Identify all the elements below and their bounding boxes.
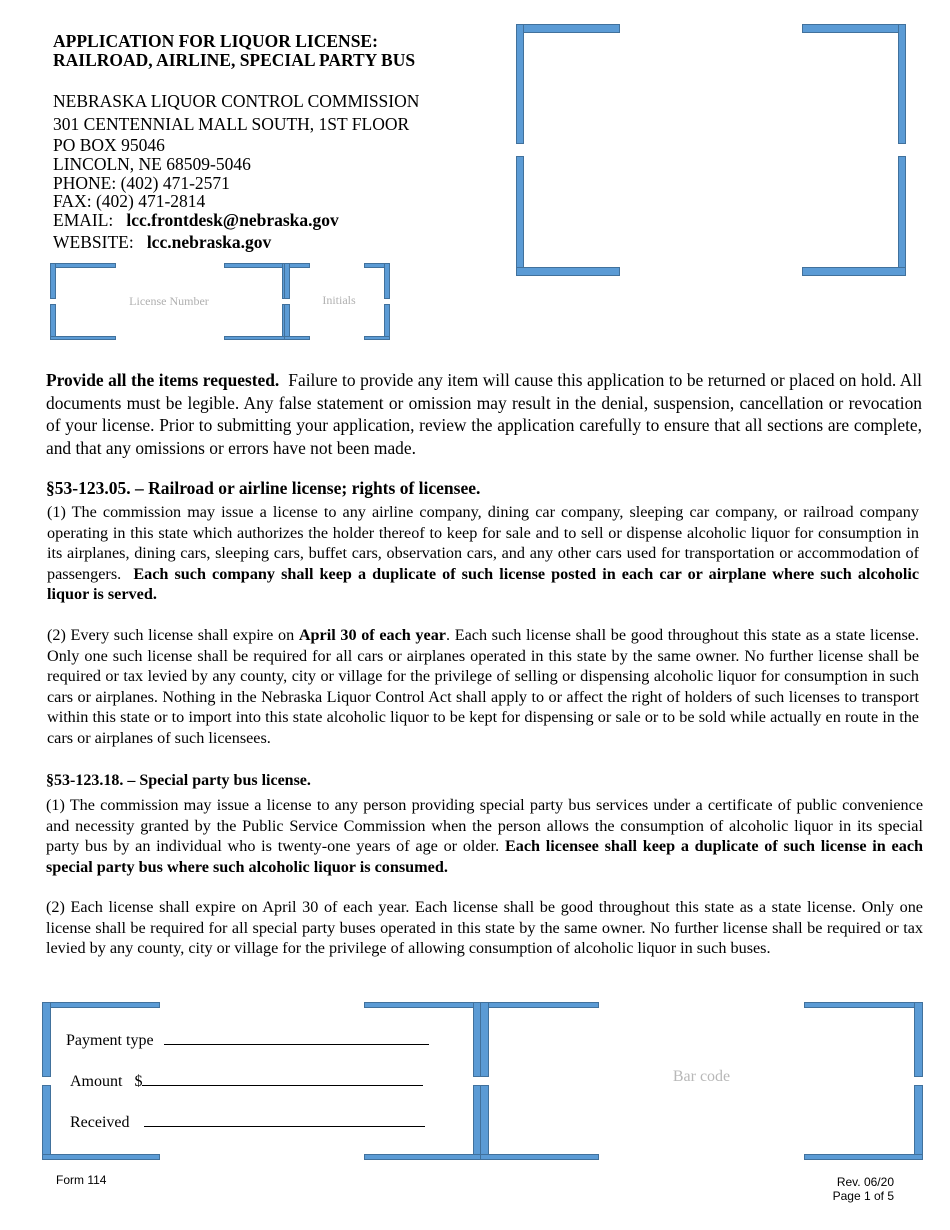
payment-type-row (66, 1031, 429, 1050)
agency-name: NEBRASKA LIQUOR CONTROL COMMISSION (53, 91, 420, 111)
railroad-p2-post: . Each such license shall be good throughout this state as a state license. Only one such license shall be required for all cars or airplanes operated in this state by the same owner. No further license shall be required or tax levied by any county, city or village for the privilege of selling or dispensing alcoholic liquor for consumption in such cars or airplanes. Nothing in the Nebraska Liquor Control Act shall apply to or affect the right of holders of such licenses to transport within this state or to import into this state alcoholic liquor to be kept for dispensing or sale or to be sold while actually en route in the cars or airplanes of such licensees. (47, 626, 919, 747)
currency-symbol: $ (134, 1073, 143, 1090)
license-number-box[interactable] (50, 263, 288, 340)
section-railroad-heading: §53-123.05. – Railroad or airline license; rights of licensee. (46, 478, 481, 498)
received-row (70, 1113, 425, 1132)
intro-bold: Provide all the items requested. (46, 370, 280, 390)
agency-phone: PHONE: (402) 471-2571 (53, 173, 230, 193)
railroad-p1-bold: Each such company shall keep a duplicate of such license posted in each car or airplane where such alcoholic liquor is served. (47, 564, 920, 603)
railroad-p2-bold: April 30 of each year (298, 626, 446, 644)
railroad-p1-text: (1) The commission may issue a license to any airline company, dining car company, sleeping car company, or railroad company operating in this state which authorizes the holder thereof to keep for sale and to sell or dispense alcoholic liquor for consumption in its airplanes, dining cars, sleeping cars, buffet cars, observation cars, and any other cars used for transportation or accommodation of passengers. (47, 503, 919, 583)
bar-code-box (480, 1002, 923, 1160)
agency-website (53, 232, 271, 252)
amount-field[interactable] (142, 1072, 423, 1086)
form-title-line1: APPLICATION FOR LIQUOR LICENSE: (53, 31, 378, 51)
received-label: Received (70, 1114, 130, 1131)
bar-code-label: Bar code (672, 1068, 731, 1085)
payment-type-field[interactable] (164, 1031, 429, 1045)
party-bus-p1-text: (1) The commission may issue a license to any person providing special party bus services under a certificate of public convenience and necessity granted by the Public Service Commission when the person allows the consumption of alcoholic liquor in its special party bus by an individual who is twenty-one years of age or older. (46, 796, 923, 855)
agency-po-box: PO BOX 95046 (53, 135, 165, 155)
stamp-area-box (516, 24, 906, 276)
railroad-p2-pre: (2) Every such license shall expire on (47, 626, 295, 644)
email-link[interactable]: lcc.frontdesk@nebraska.gov (126, 210, 339, 230)
intro-paragraph (46, 369, 922, 459)
amount-label: Amount (70, 1073, 123, 1090)
payment-type-label: Payment type (66, 1032, 154, 1049)
initials-box[interactable] (284, 263, 390, 340)
section-party-bus-p1 (46, 795, 923, 877)
form-number: Form 114 (56, 1173, 107, 1187)
section-railroad-p1 (47, 502, 919, 605)
section-railroad-p2 (47, 625, 919, 748)
section-party-bus-p2: (2) Each license shall expire on April 30 of each year. Each license shall be good throughout this state as a state license. Only one license shall be required for all special party buses operated in this state by the same owner. No further license shall be required or tax levied by any county, city or village for the privilege of allowing consumption of alcoholic liquor in such buses. (46, 898, 923, 957)
email-label: EMAIL: (53, 210, 114, 230)
intro-text: Failure to provide any item will cause this application to be returned or placed on hold. All documents must be legible. Any false statement or omission may result in the denial, suspension, cancellation or revocation of your license. Prior to submitting your application, review the application carefully to ensure that all sections are complete, and that any omissions or errors have not been made. (46, 370, 923, 458)
form-title-line2: RAILROAD, AIRLINE, SPECIAL PARTY BUS (53, 50, 416, 70)
initials-label: Initials (322, 293, 356, 307)
agency-fax: FAX: (402) 471-2814 (53, 191, 206, 211)
amount-row (70, 1072, 423, 1091)
agency-email (53, 210, 339, 230)
revision: Rev. 06/20 (836, 1175, 894, 1189)
page-number: Page 1 of 5 (832, 1189, 894, 1203)
footer-right (830, 1175, 894, 1203)
received-field[interactable] (144, 1113, 425, 1127)
section-party-bus-heading: §53-123.18. – Special party bus license. (46, 772, 311, 789)
form-title (53, 32, 415, 70)
party-bus-p1-bold: Each licensee shall keep a duplicate of such license in each special party bus where such alcoholic liquor is consumed. (46, 837, 924, 876)
license-number-label: License Number (129, 294, 209, 308)
website-link[interactable]: lcc.nebraska.gov (146, 232, 272, 252)
agency-street: 301 CENTENNIAL MALL SOUTH, 1ST FLOOR (53, 114, 410, 134)
website-label: WEBSITE: (53, 232, 134, 252)
agency-city: LINCOLN, NE 68509-5046 (53, 154, 251, 174)
